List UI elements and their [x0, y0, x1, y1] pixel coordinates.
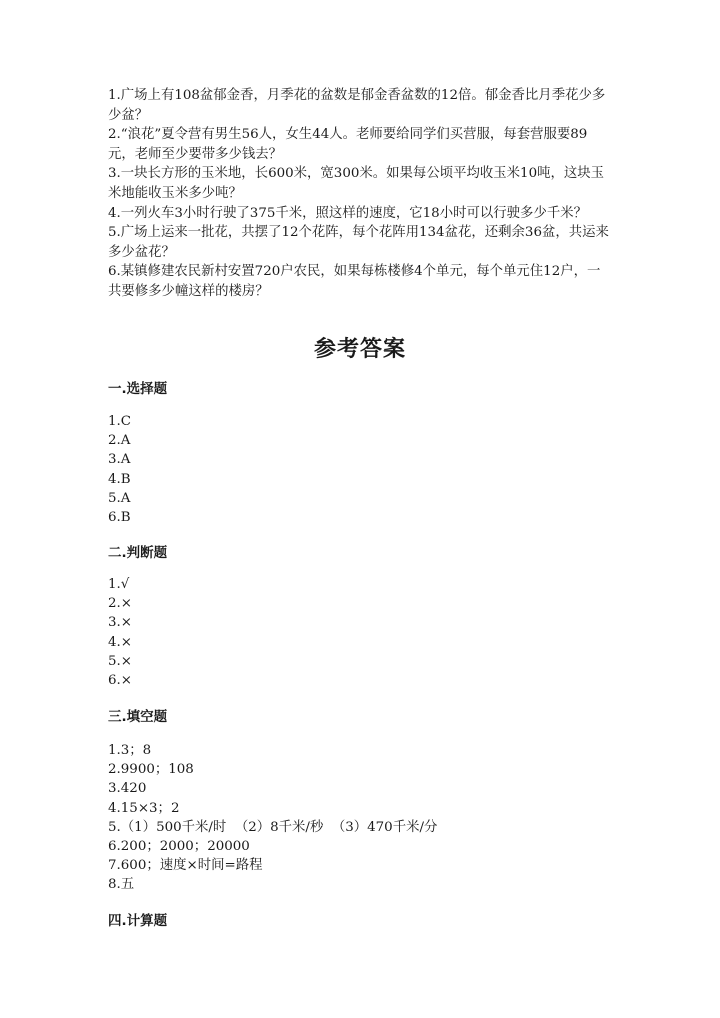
judge-answer-list — [108, 575, 132, 690]
answer-item: 4.15×3；2 — [108, 800, 180, 816]
answer-item: 6.B — [108, 510, 131, 526]
answer-item: 1.C — [108, 414, 132, 429]
section-heading-judge: 二.判断题 — [108, 545, 168, 561]
section-heading-fill: 三.填空题 — [108, 709, 168, 725]
word-problem: 4.一列火车3小时行驶了375千米，照这样的速度，它18小时可以行驶多少千米？ — [108, 205, 588, 221]
answer-item: 6.× — [108, 673, 132, 689]
answer-item: 7.600；速度×时间=路程 — [108, 858, 263, 874]
answer-item: 4.B — [108, 471, 131, 487]
answer-item: 3.× — [108, 615, 132, 631]
word-problem: 2.“浪花”夏令营有男生56人，女生44人。老师要给同学们买营服，每套营服要89元，老师至少要带多少钱去？ — [108, 127, 588, 162]
section-heading-calc: 四.计算题 — [108, 913, 168, 929]
answer-item: 2.× — [108, 596, 132, 612]
answer-item: 4.× — [108, 634, 132, 650]
answer-item: 5.× — [108, 653, 132, 669]
word-problem: 6.某镇修建农民新村安置720户农民，如果每栋楼修4个单元，每个单元住12户，一共要修多少幢这样的楼房？ — [108, 264, 601, 299]
word-problem: 1.广场上有108盆郁金香，月季花的盆数是郁金香盆数的12倍。郁金香比月季花少多少盆？ — [108, 88, 606, 123]
fill-answer-list — [108, 741, 437, 895]
answer-item: 6.200；2000；20000 — [108, 839, 250, 855]
word-problems-list — [108, 86, 613, 302]
answer-item: 5.（1）500千米/时 （2）8千米/秒 （3）470千米/分 — [108, 819, 438, 835]
answer-item: 1.3；8 — [108, 743, 152, 758]
answers-title: 参考答案 — [313, 336, 406, 362]
answer-item: 3.420 — [108, 781, 147, 797]
choice-answer-list — [108, 412, 131, 527]
answer-item: 1.√ — [108, 577, 130, 592]
word-problem: 5.广场上运来一批花，共摆了12个花阵，每个花阵用134盆花，还剩余36盆，共运来多少盆花？ — [108, 225, 609, 260]
answer-item: 8.五 — [108, 877, 135, 893]
section-heading-choice: 一.选择题 — [108, 381, 168, 397]
word-problem: 3.一块长方形的玉米地，长600米，宽300米。如果每公顷平均收玉米10吨，这块玉米地能收玉米多少吨？ — [108, 166, 605, 201]
answer-item: 2.A — [108, 433, 131, 449]
answer-item: 5.A — [108, 490, 131, 506]
answer-item: 3.A — [108, 452, 131, 468]
answer-item: 2.9900；108 — [108, 762, 194, 778]
